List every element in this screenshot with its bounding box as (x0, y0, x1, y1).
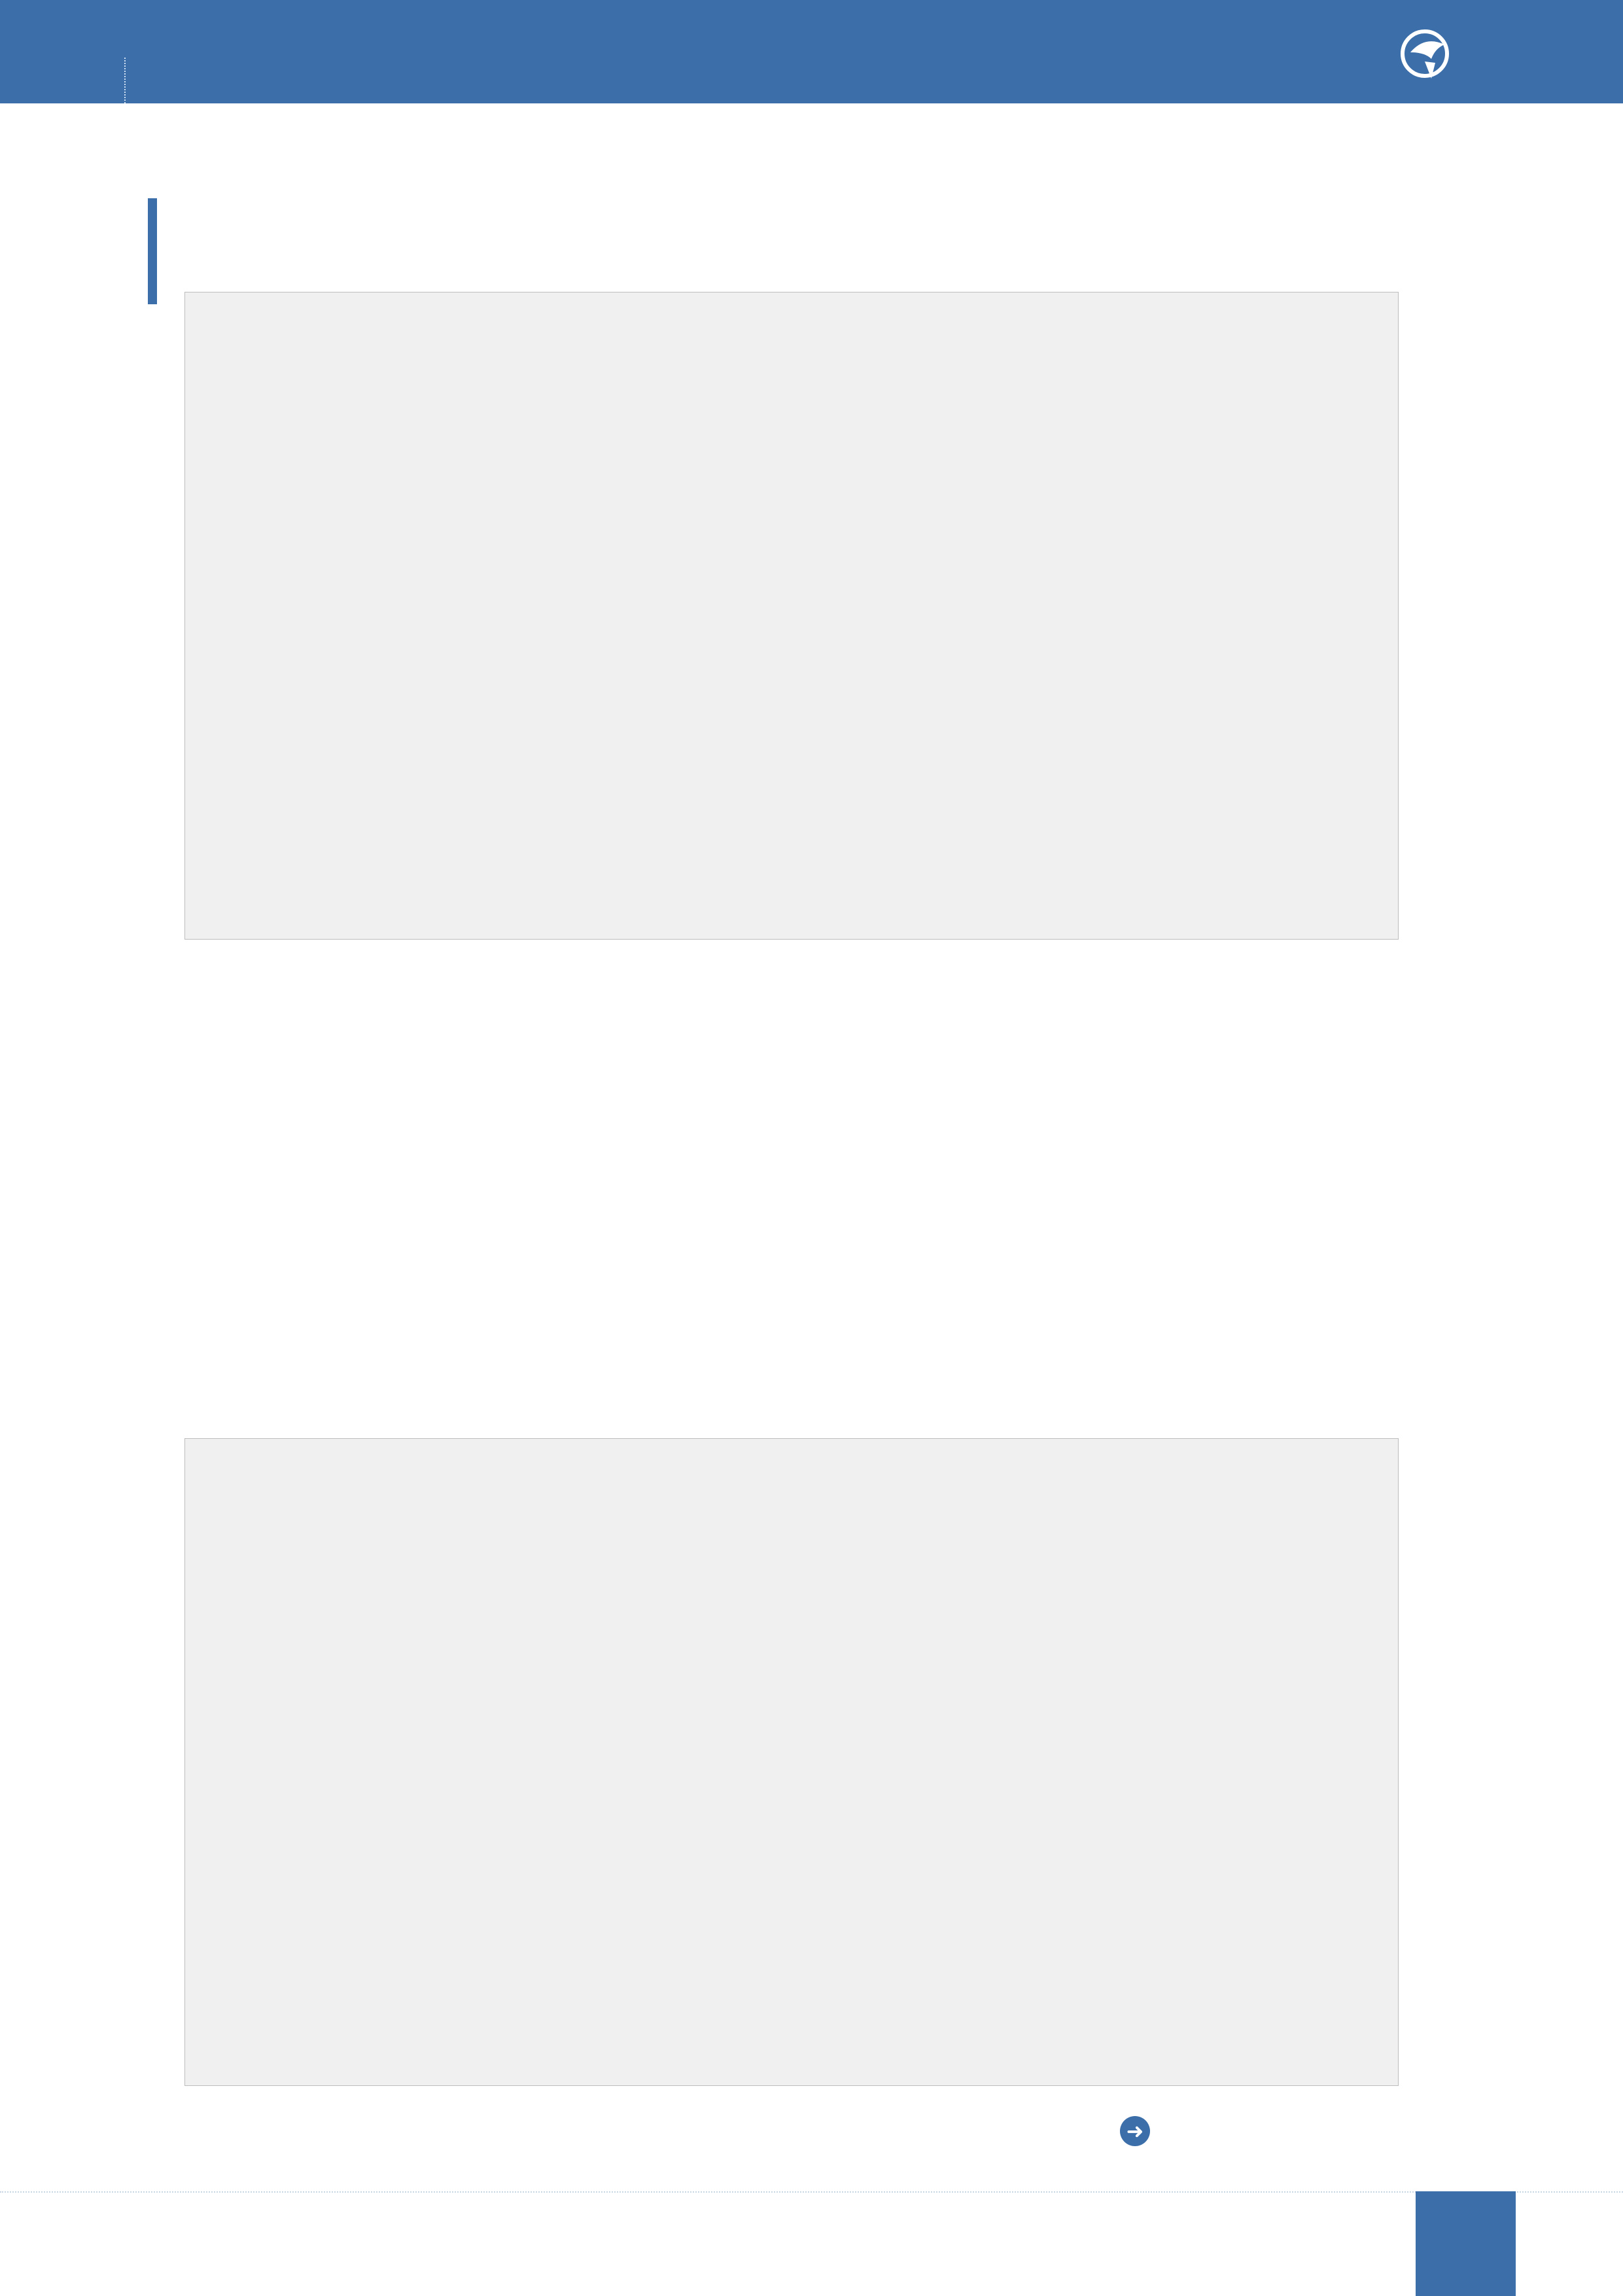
org-logo-icon (1399, 22, 1471, 88)
page-header (0, 0, 1623, 103)
header-divider (124, 58, 126, 103)
section-accent-bar (148, 198, 157, 304)
qgis-screenshot-single-symbol (184, 292, 1399, 940)
next-topic-link[interactable] (1120, 2111, 1162, 2146)
arrow-right-icon: ➜ (1120, 2116, 1150, 2146)
footer-divider (0, 2191, 1623, 2193)
qgis-screenshot-categorized (184, 1438, 1399, 2086)
page-number-box (1416, 2191, 1516, 2296)
